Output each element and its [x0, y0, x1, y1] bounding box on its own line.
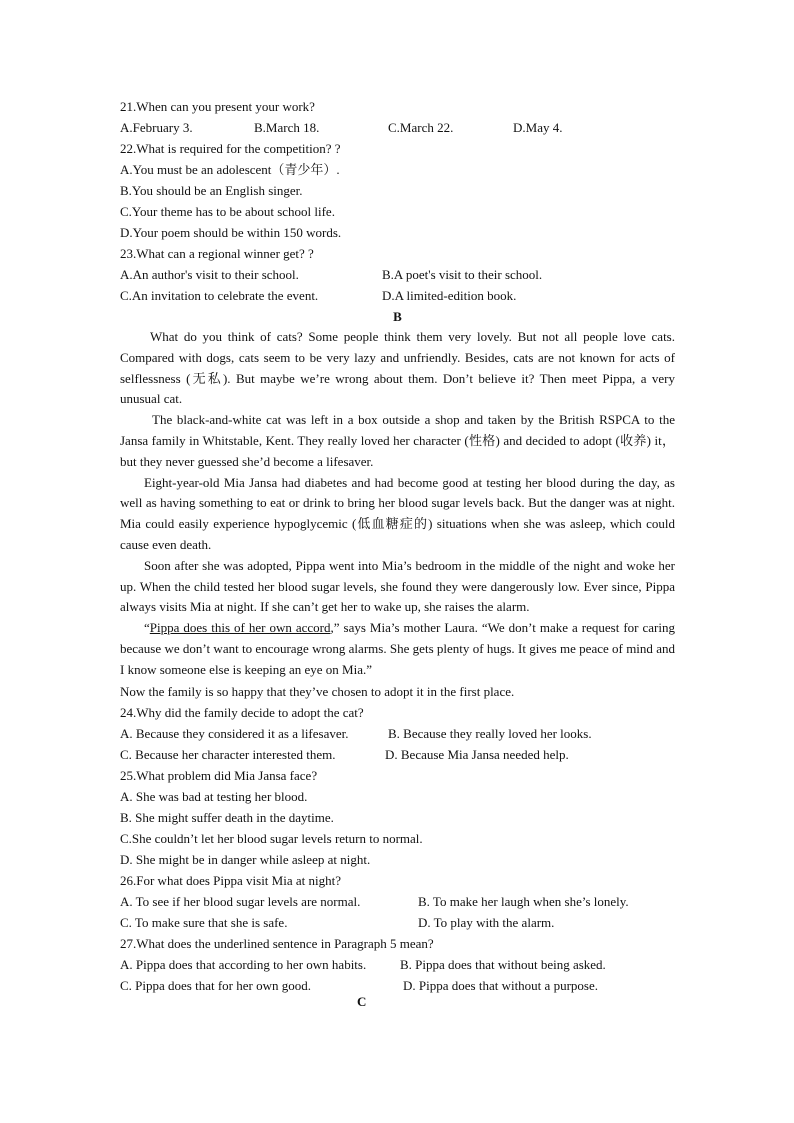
- question-24-stem: 24.Why did the family decide to adopt the cat?: [120, 704, 364, 720]
- option-26-d: D. To play with the alarm.: [418, 914, 555, 930]
- option-21-d: D.May 4.: [513, 120, 563, 135]
- option-27-d: D. Pippa does that without a purpose.: [403, 977, 598, 993]
- question-23-stem: 23.What can a regional winner get? ?: [120, 246, 314, 261]
- option-24-d: D. Because Mia Jansa needed help.: [385, 746, 569, 762]
- open-quote: “: [144, 620, 150, 636]
- option-27-c: C. Pippa does that for her own good.: [120, 977, 312, 993]
- option-24-c: C. Because her character interested them.: [120, 746, 336, 762]
- exam-document: [120, 96, 675, 996]
- option-26-a: A. To see if her blood sugar levels are normal.: [120, 893, 361, 909]
- section-c-heading: C: [357, 994, 367, 1009]
- question-26-stem: 26.For what does Pippa visit Mia at night?: [120, 872, 341, 888]
- question-21-stem: 21.When can you present your work?: [120, 99, 315, 114]
- option-22-c: C.Your theme has to be about school life.: [120, 204, 335, 219]
- passage-paragraph-3: Eight-year-old Mia Jansa had diabetes and had become good at testing her blood during the day, as well as having something to eat or drink to bring her blood sugar levels back. But the danger was at night. Mia could easily experience hypoglycemic (低血糖症的) situations when she was asleep, which could cause even death.: [120, 474, 675, 552]
- question-26-options-row1: [120, 891, 675, 912]
- option-25-a: A. She was bad at testing her blood.: [120, 788, 308, 804]
- passage-paragraph-6: Now the family is so happy that they’ve chosen to adopt it in the first place.: [120, 683, 515, 699]
- section-b-heading: B: [393, 309, 402, 324]
- passage-paragraph-4: Soon after she was adopted, Pippa went into Mia’s bedroom in the middle of the night and woke her up. When the child tested her blood sugar levels, she found they were dangerously low. Ever since, Pippa always visits Mia at night. If she can’t get her to wake up, she raises the alarm.: [120, 557, 675, 615]
- question-21-options: [120, 117, 675, 138]
- option-25-d: D. She might be in danger while asleep at night.: [120, 851, 371, 867]
- question-22-stem: 22.What is required for the competition? ?: [120, 141, 341, 156]
- option-21-c: C.March 22.: [388, 120, 454, 135]
- option-24-b: B. Because they really loved her looks.: [388, 725, 592, 741]
- question-24-options-row2: [120, 744, 675, 765]
- option-22-a: A.You must be an adolescent（青少年）.: [120, 162, 340, 177]
- option-23-b: B.A poet's visit to their school.: [382, 267, 543, 282]
- option-23-c: C.An invitation to celebrate the event.: [120, 288, 319, 303]
- question-23-options-row2: [120, 285, 675, 306]
- question-24-options-row1: [120, 723, 675, 744]
- question-27-options-row2: [120, 975, 675, 996]
- option-21-a: A.February 3.: [120, 120, 193, 135]
- option-23-d: D.A limited-edition book.: [382, 288, 517, 303]
- question-26-options-row2: [120, 912, 675, 933]
- option-25-b: B. She might suffer death in the daytime.: [120, 809, 334, 825]
- passage-paragraph-1: What do you think of cats? Some people think them very lovely. But not all people love cats. Compared with dogs, cats seem to be very lazy and unfriendly. Besides, cats are not known for acts of selflessness (无私). But maybe we’re wrong about them. Don’t believe it? Then meet Pippa, a very unusual cat.: [120, 329, 675, 407]
- paragraph-5-text: ,” says Mia’s mother Laura. “We don’t make a request for caring because we don’t want to encourage wrong alarms. She gets plenty of hugs. It gives me peace of mind and I know someone else is keeping an eye on Mia.”: [120, 620, 675, 677]
- underlined-sentence: Pippa does this of her own accord: [149, 620, 331, 636]
- question-25-stem: 25.What problem did Mia Jansa face?: [120, 767, 318, 783]
- question-27-stem: 27.What does the underlined sentence in Paragraph 5 mean?: [120, 935, 434, 951]
- option-27-a: A. Pippa does that according to her own habits.: [120, 956, 367, 972]
- question-27-options-row1: [120, 954, 675, 975]
- option-24-a: A. Because they considered it as a lifesaver.: [120, 725, 349, 741]
- option-23-a: A.An author's visit to their school.: [120, 267, 299, 282]
- option-26-c: C. To make sure that she is safe.: [120, 914, 288, 930]
- passage-paragraph-2: The black-and-white cat was left in a box outside a shop and taken by the British RSPCA to the Jansa family in Whitstable, Kent. They really loved her character (性格) and decided to adopt (收养) it，but they never guessed she’d become a lifesaver.: [120, 412, 675, 469]
- option-22-d: D.Your poem should be within 150 words.: [120, 225, 342, 240]
- question-23-options-row1: [120, 264, 675, 285]
- passage-paragraph-5: [120, 618, 675, 680]
- option-26-b: B. To make her laugh when she’s lonely.: [418, 893, 629, 909]
- option-27-b: B. Pippa does that without being asked.: [400, 956, 606, 972]
- option-22-b: B.You should be an English singer.: [120, 183, 303, 198]
- option-25-c: C.She couldn’t let her blood sugar levels return to normal.: [120, 830, 423, 846]
- option-21-b: B.March 18.: [254, 120, 320, 135]
